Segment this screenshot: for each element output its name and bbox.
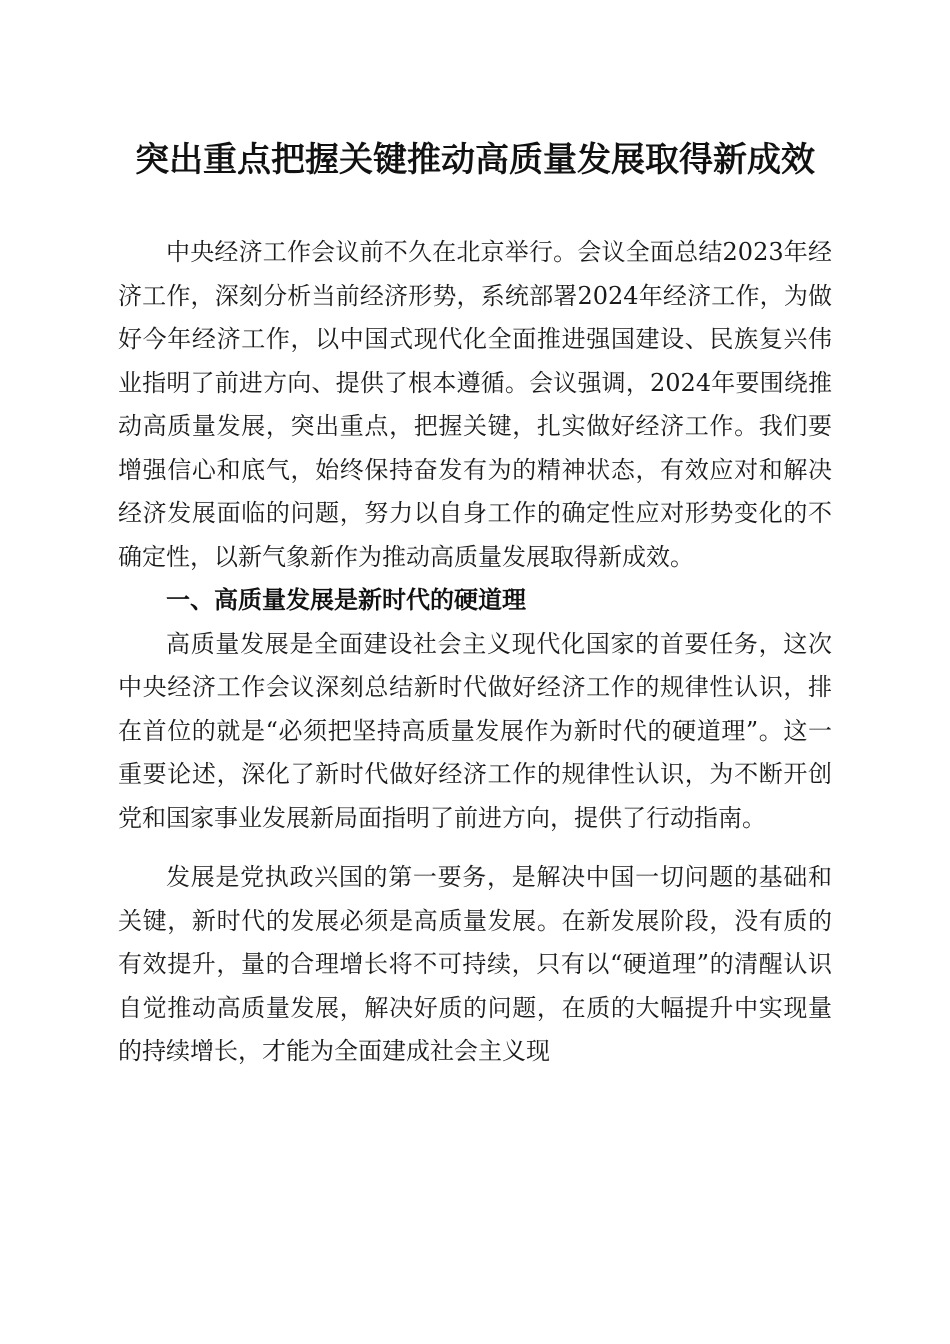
section-paragraph: 高质量发展是全面建设社会主义现代化国家的首要任务，这次中央经济工作会议深刻总结新时代做好经济工作的规律性认识，排在首位的就是“必须把坚持高质量发展作为新时代的硬道理”。这一重要论述，深化了新时代做好经济工作的规律性认识，为不断开创党和国家事业发展新局面指明了前进方向，提供了行动指南。 [118, 629, 832, 832]
intro-paragraph: 中央经济工作会议前不久在北京举行。会议全面总结2023年经济工作，深刻分析当前经济形势，系统部署2024年经济工作，为做好今年经济工作，以中国式现代化全面推进强国建设、民族复兴伟业指明了前进方向、提供了根本遵循。会议强调，2024年要围绕推动高质量发展，突出重点，把握关键，扎实做好经济工作。我们要增强信心和底气，始终保持奋发有为的精神状态，有效应对和解决经济发展面临的问题，努力以自身工作的确定性应对形势变化的不确定性，以新气象新作为推动高质量发展取得新成效。 [118, 238, 832, 571]
section-paragraph: 发展是党执政兴国的第一要务，是解决中国一切问题的基础和关键，新时代的发展必须是高质量发展。在新发展阶段，没有质的有效提升，量的合理增长将不可持续，只有以“硬道理”的清醒认识自觉推动高质量发展，解决好质的问题，在质的大幅提升中实现量的持续增长，才能为全面建成社会主义现 [118, 863, 832, 1065]
section-heading: 一、高质量发展是新时代的硬道理 [166, 586, 526, 614]
document-title: 突出重点把握关键推动高质量发展取得新成效 [135, 140, 815, 180]
document-body [118, 231, 832, 1074]
paragraph-gap [118, 840, 832, 856]
